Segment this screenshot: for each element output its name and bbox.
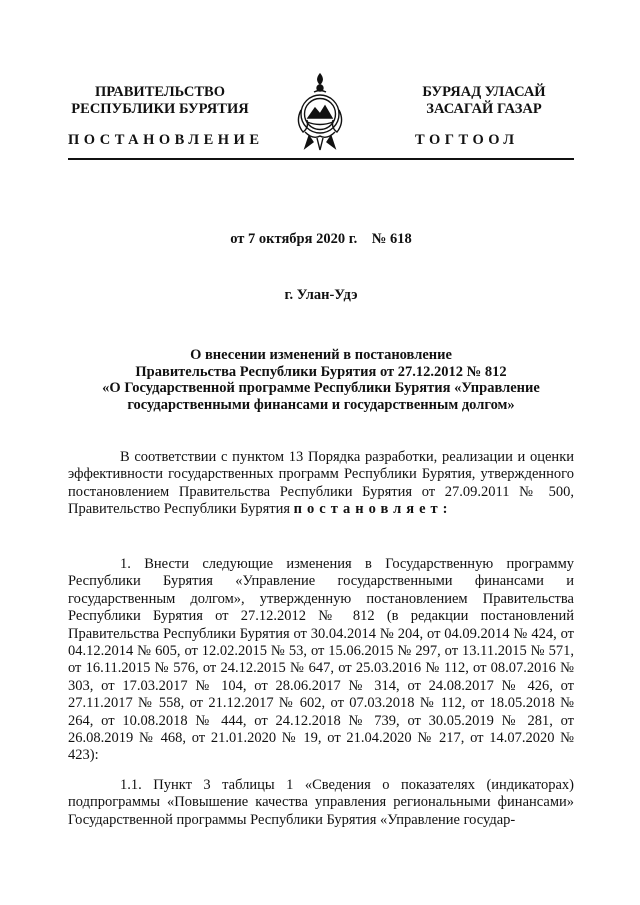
- coat-of-arms-buryatia-icon: [291, 70, 349, 154]
- header-left-line2: РЕСПУБЛИКИ БУРЯТИЯ: [71, 101, 249, 117]
- header-right-line2: ЗАСАГАЙ ГАЗАР: [426, 101, 542, 117]
- title-line-1: О внесении изменений в постановление: [190, 347, 452, 363]
- preamble-text: В соответствии с пунктом 13 Порядка разработки, реализации и оценки эффективности государственных программ Республики Бурятия, утвержденного постановлением Правительства Республики Бурятия от 27.09.2011 № 500, Правительство Республики Бурятия: [68, 449, 574, 518]
- paragraph-item-1-1: 1.1. Пункт 3 таблицы 1 «Сведения о показателях (индикаторах) подпрограммы «Повышение качества управления региональными финансами» Государственной программы Республики Бурятия «Управление государ-: [68, 777, 574, 828]
- header-left: [60, 84, 260, 118]
- document-city: г. Улан-Удэ: [284, 287, 358, 303]
- title-line-2: Правительства Республики Бурятия от 27.12.2012 № 812: [135, 363, 507, 380]
- header-right: [384, 84, 584, 118]
- header-divider: [68, 158, 574, 160]
- doc-type-left: ПОСТАНОВЛЕНИЕ: [68, 132, 264, 148]
- title-line-4: государственными финансами и государственным долгом»: [127, 396, 515, 413]
- date-number-text: от 7 октября 2020 г. № 618: [230, 231, 412, 247]
- header-right-line1: БУРЯАД УЛАСАЙ: [422, 84, 546, 100]
- paragraph-item-1: 1. Внести следующие изменения в Государственную программу Республики Бурятия «Управление государственными финансами и государственным долгом», утвержденную постановлением Правительства Республики Бурятия от 27.12.2012 № 812 (в редакции постановлений Правительства Республики Бурятия от 30.04.2014 № 204, от 04.09.2014 № 424, от 04.12.2014 № 605, от 12.02.2015 № 53, от 15.06.2015 № 297, от 13.11.2015 № 571, от 16.11.2015 № 576, от 24.12.2015 № 647, от 25.03.2016 № 112, от 08.07.2016 № 303, от 17.03.2017 № 104, от 28.06.2017 № 314, от 24.08.2017 № 426, от 27.11.2017 № 558, от 21.12.2017 № 602, от 07.03.2018 № 112, от 18.05.2018 № 264, от 10.08.2018 № 444, от 24.12.2018 № 739, от 30.05.2019 № 281, от 26.08.2019 № 468, от 21.01.2020 № 19, от 21.04.2020 № 217, от 14.07.2020 № 423):: [68, 556, 574, 764]
- document-date-number: [68, 231, 574, 248]
- document-title: [68, 347, 574, 413]
- preamble-resolves: постановляет:: [293, 501, 453, 518]
- doc-type-right: ТОГТООЛ: [415, 132, 519, 148]
- header-left-line1: ПРАВИТЕЛЬСТВО: [95, 84, 225, 100]
- paragraph-preamble: [68, 449, 574, 519]
- title-line-3: «О Государственной программе Республики Бурятия «Управление: [102, 380, 540, 396]
